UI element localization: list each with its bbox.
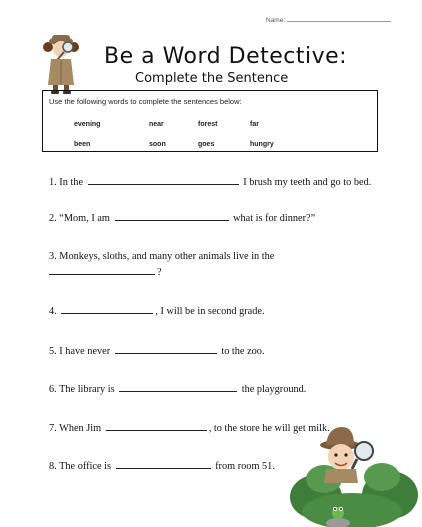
question-text: , to the store he will get milk. — [208, 423, 330, 434]
question-6 — [49, 381, 306, 397]
name-label: Name: — [266, 17, 286, 24]
word-bank-instructions: Use the following words to complete the sentences below: — [49, 97, 242, 106]
question-text: 3. Monkeys, sloths, and many other animals live in the — [49, 251, 275, 262]
question-text: 1. In the — [49, 177, 84, 188]
question-text: 2. “Mom, I am — [49, 213, 110, 224]
word-bank-word: evening — [74, 121, 101, 128]
question-text: 4. — [49, 306, 57, 317]
question-1 — [49, 174, 371, 190]
word-bank-word: soon — [149, 141, 166, 148]
word-bank-word: near — [149, 121, 164, 128]
question-text: the playground. — [241, 384, 307, 395]
question-text: from room 51. — [215, 461, 275, 472]
word-bank-word: hungry — [250, 141, 274, 148]
question-text: 7. When Jim — [49, 423, 102, 434]
question-text: to the zoo. — [221, 346, 265, 357]
question-4 — [49, 303, 265, 319]
word-bank-word: forest — [198, 121, 218, 128]
question-text: 5. I have never — [49, 346, 111, 357]
answer-blank[interactable] — [106, 420, 207, 431]
name-blank-line[interactable] — [287, 21, 391, 22]
answer-blank[interactable] — [49, 264, 155, 275]
answer-blank[interactable] — [116, 458, 211, 469]
word-bank-word: been — [74, 141, 91, 148]
page-subtitle: Complete the Sentence — [135, 71, 289, 86]
answer-blank[interactable] — [119, 381, 237, 392]
answer-blank[interactable] — [61, 303, 153, 314]
question-text: ? — [157, 267, 162, 278]
question-8 — [49, 458, 275, 474]
word-bank-word: far — [250, 121, 259, 128]
answer-blank[interactable] — [88, 174, 239, 185]
word-bank-word: goes — [198, 141, 215, 148]
name-field[interactable] — [266, 17, 391, 24]
question-text: , I will be in second grade. — [155, 306, 265, 317]
girl-detective-icon — [40, 33, 86, 95]
question-3 — [49, 250, 274, 264]
question-2 — [49, 210, 315, 226]
question-3-continued — [49, 264, 162, 280]
question-text: what is for dinner?” — [233, 213, 316, 224]
question-text: 6. The library is — [49, 384, 115, 395]
answer-blank[interactable] — [115, 210, 229, 221]
question-text: 8. The office is — [49, 461, 111, 472]
page-title: Be a Word Detective: — [104, 44, 348, 69]
question-text: I brush my teeth and go to bed. — [243, 177, 372, 188]
boy-detective-in-bush-icon — [286, 415, 422, 527]
answer-blank[interactable] — [115, 343, 217, 354]
word-bank-box — [42, 90, 378, 152]
question-5 — [49, 343, 265, 359]
